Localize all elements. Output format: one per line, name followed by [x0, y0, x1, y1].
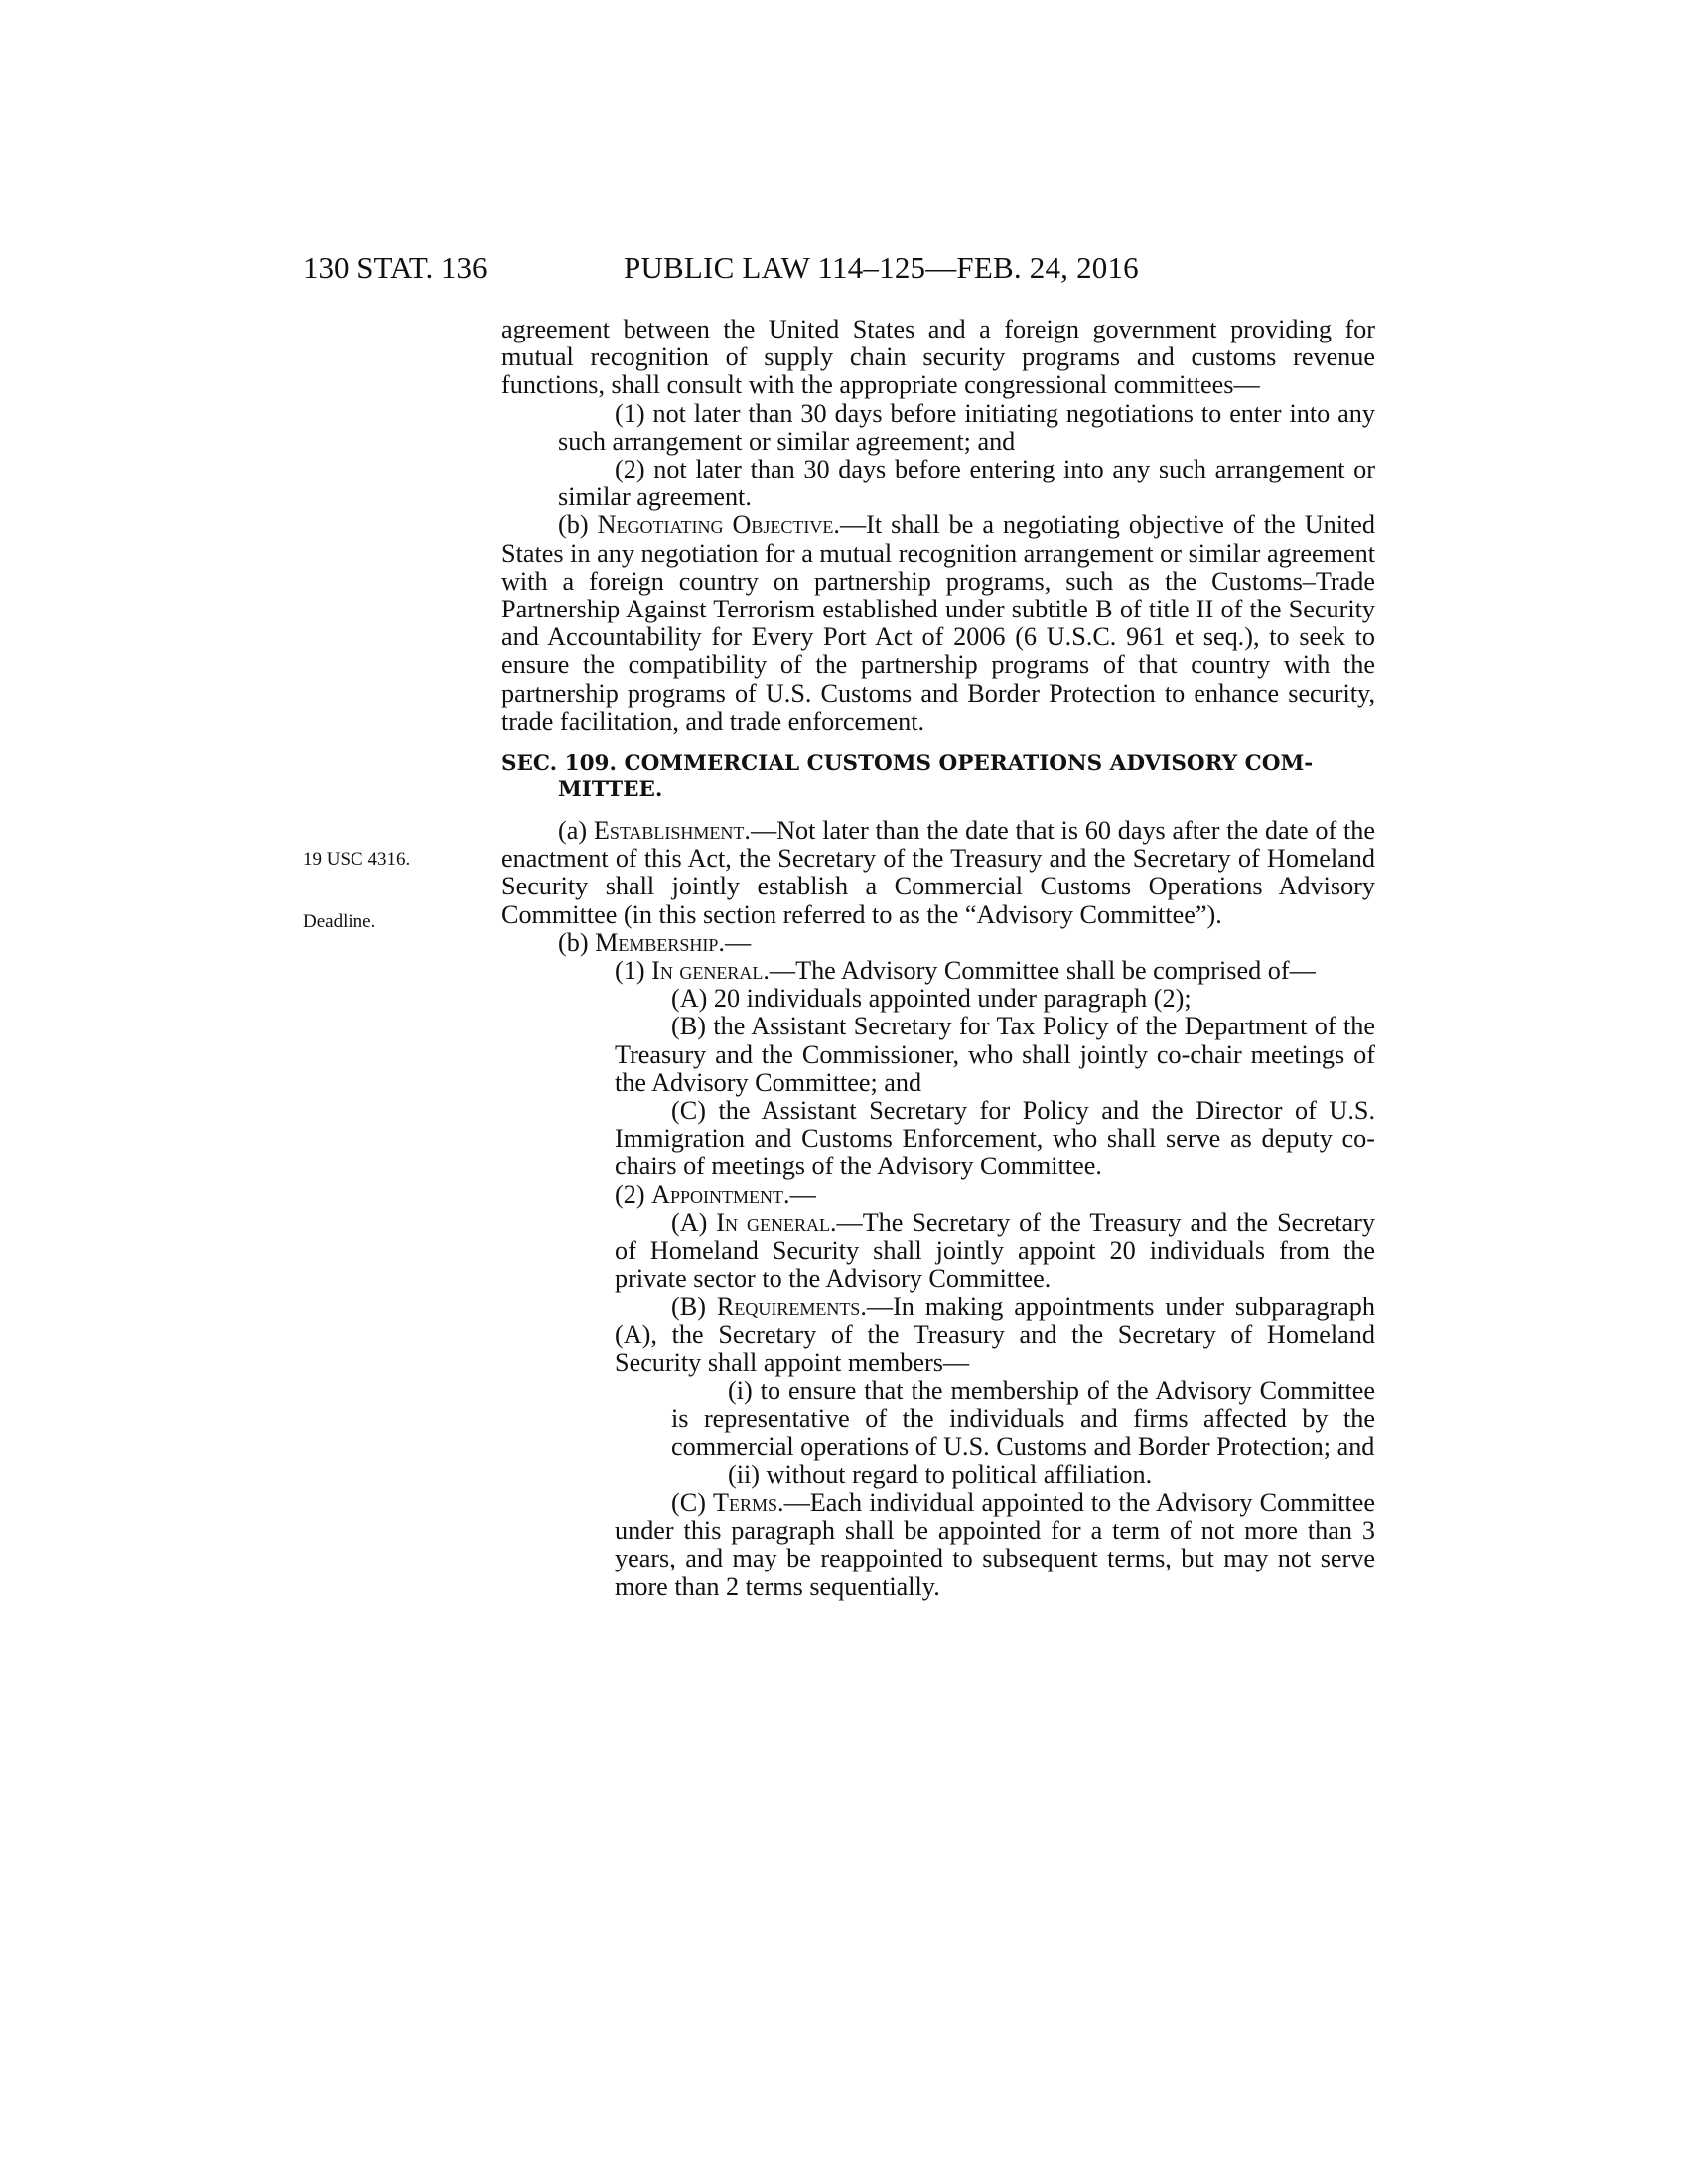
section-109-heading [501, 751, 1375, 803]
subparagraph-2c-terms [501, 1489, 1375, 1601]
subsection-heading: Membership [595, 927, 719, 957]
subparagraph-text: .—Each individual appointed to the Advisory Committee under this paragraph shall be appointed for a term of not more than 3 years, and may be reappointed to subsequent terms, but may not serve more than 2 terms sequentially. [615, 1487, 1375, 1601]
clause-ii: (ii) without regard to political affiliation. [728, 1459, 1153, 1489]
subparagraph-label: (B) [671, 1292, 717, 1321]
subparagraph-2a-in-general [501, 1209, 1375, 1294]
subsection-label: (b) [558, 927, 596, 957]
paragraph-heading: Appointment [651, 1179, 784, 1209]
subparagraph-2b-requirements [501, 1294, 1375, 1378]
subsection-text: .—It shall be a negotiating objective of the United States in any negotiation for a mutual recognition arrangement or similar agreement with a foreign country on partnership programs, such as the Customs–Trade Partnership Against Terrorism established under subtitle B of title II of the Security and Accountability for Every Port Act of 2006 (6 U.S.C. 961 et seq.), to seek to ensure the compatibility of the partnership programs of that country with the partnership programs of U.S. Customs and Border Protection to enhance security, trade facilitation, and trade enforcement. [501, 510, 1375, 736]
subparagraph-text: .—The Secretary of the Treasury and the Secretary of Homeland Security shall jointly appoint 20 individuals from the private sector to the Advisory Committee. [615, 1207, 1375, 1294]
usc-citation-note: 19 USC 4316. [303, 849, 411, 870]
paragraph-label: (1) [615, 956, 652, 986]
paragraph-heading: In general [651, 956, 764, 986]
running-header: PUBLIC LAW 114–125—FEB. 24, 2016 [624, 250, 1139, 285]
paragraph-1: (1) not later than 30 days before initiating negotiations to enter into any such arrangement or similar agreement; and [558, 398, 1375, 456]
paragraph-label: (2) [615, 1179, 652, 1209]
subsection-label: (b) [558, 510, 598, 540]
subsection-text: .—Not later than the date that is 60 days after the date of the enactment of this Act, the Secretary of the Treasury and the Secretary of Homeland Security shall jointly establish a Commercial Customs Operations Advisory Committee (in this section referred to as the “Advisory Committee”). [501, 816, 1375, 929]
subparagraph-label: (C) [671, 1487, 714, 1517]
subsection-heading: Negotiating Objective [597, 510, 834, 540]
subparagraph-1b: (B) the Assistant Secretary for Tax Policy of the Department of the Treasury and the Commissioner, who shall jointly co-chair meetings of the Advisory Committee; and [615, 1012, 1375, 1097]
paragraph-1-in-general [501, 957, 1375, 985]
subparagraph-1a: (A) 20 individuals appointed under paragraph (2); [671, 984, 1192, 1014]
subsection-a-establishment [501, 817, 1375, 929]
paragraph-dash: .— [783, 1179, 816, 1209]
subsection-b-membership [501, 929, 1375, 957]
subsection-label: (a) [558, 816, 594, 846]
subparagraph-heading: Terms [713, 1487, 778, 1517]
subsection-heading: Establishment [593, 816, 745, 846]
subparagraph-label: (A) [671, 1207, 717, 1237]
paragraph-text: .—The Advisory Committee shall be comprised of— [763, 956, 1316, 986]
subparagraph-heading: In general [716, 1207, 830, 1237]
subparagraph-heading: Requirements [716, 1292, 861, 1321]
paragraph-2: (2) not later than 30 days before entering into any such arrangement or similar agreement. [558, 455, 1375, 512]
subparagraph-text: .—In making appointments under subparagraph (A), the Secretary of the Treasury and the Secretary of Homeland Security shall appoint members— [615, 1292, 1375, 1377]
paragraph-2-appointment [501, 1181, 1375, 1209]
deadline-note: Deadline. [303, 911, 376, 932]
subsection-dash: .— [718, 927, 752, 957]
subsection-b-negotiating-objective [501, 511, 1375, 736]
intro-paragraph: agreement between the United States and a foreign government providing for mutual recognition of supply chain security programs and customs revenue functions, shall consult with the appropriate congressional committees— [501, 315, 1375, 400]
subparagraph-1c: (C) the Assistant Secretary for Policy and the Director of U.S. Immigration and Customs Enforcement, who shall serve as deputy co-chairs of meetings of the Advisory Committee. [615, 1096, 1375, 1181]
statute-body [501, 316, 1375, 1601]
clause-i: (i) to ensure that the membership of the Advisory Committee is representative of the individuals and firms affected by the commercial operations of U.S. Customs and Border Protection; and [671, 1376, 1375, 1461]
section-heading-line2: MITTEE. [558, 777, 663, 803]
section-heading-line1: SEC. 109. COMMERCIAL CUSTOMS OPERATIONS ADVISORY COM- [501, 751, 1314, 777]
stat-page-number: 130 STAT. 136 [303, 250, 488, 285]
